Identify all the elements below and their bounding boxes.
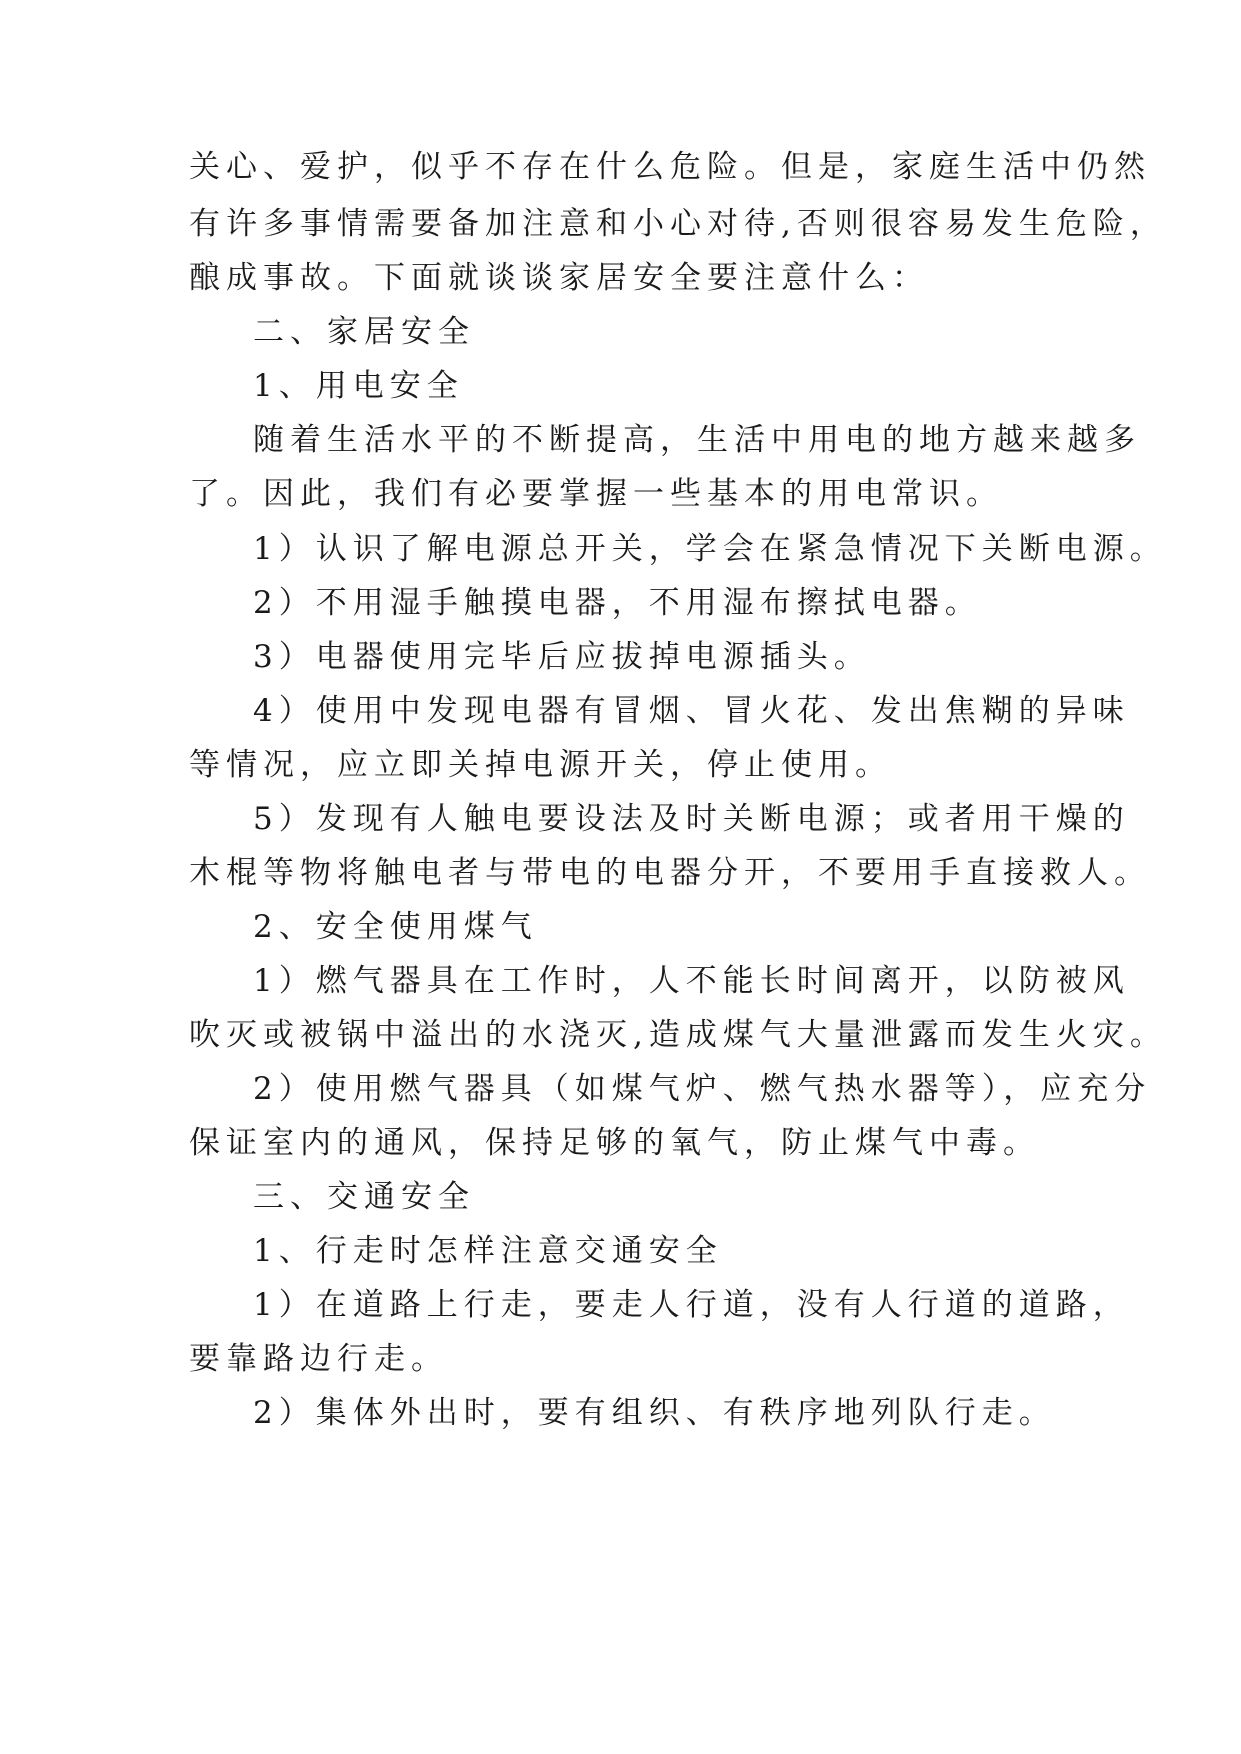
subsection-heading: 1、用电安全 bbox=[253, 368, 464, 404]
list-item: 2）使用燃气器具（如煤气炉、燃气热水器等），应充分 bbox=[253, 1071, 1152, 1107]
subsection-heading: 2、安全使用煤气 bbox=[253, 909, 538, 945]
list-item-continuation: 吹灭或被锅中溢出的水浇灭,造成煤气大量泄露而发生火灾。 bbox=[189, 1017, 1167, 1053]
list-item: 1）燃气器具在工作时，人不能长时间离开，以防被风 bbox=[253, 963, 1130, 999]
list-item-continuation: 木棍等物将触电者与带电的电器分开，不要用手直接救人。 bbox=[189, 855, 1151, 891]
list-item: 2）不用湿手触摸电器，不用湿布擦拭电器。 bbox=[253, 585, 982, 621]
list-item: 2）集体外出时，要有组织、有秩序地列队行走。 bbox=[253, 1395, 1056, 1431]
subsection-heading: 1、行走时怎样注意交通安全 bbox=[253, 1233, 723, 1269]
list-item-continuation: 等情况，应立即关掉电源开关，停止使用。 bbox=[189, 747, 892, 783]
paragraph-line: 关心、爱护，似乎不存在什么危险。但是，家庭生活中仍然 bbox=[189, 149, 1151, 185]
section-heading: 二、家居安全 bbox=[253, 314, 475, 350]
list-item-continuation: 保证室内的通风，保持足够的氧气，防止煤气中毒。 bbox=[189, 1125, 1040, 1161]
paragraph-line: 随着生活水平的不断提高，生活中用电的地方越来越多 bbox=[253, 422, 1141, 458]
list-item: 1）在道路上行走，要走人行道，没有人行道的道路， bbox=[253, 1287, 1130, 1323]
paragraph-line: 酿成事故。下面就谈谈家居安全要注意什么： bbox=[189, 260, 929, 296]
list-item: 1）认识了解电源总开关，学会在紧急情况下关断电源。 bbox=[253, 531, 1167, 567]
list-item: 3）电器使用完毕后应拔掉电源插头。 bbox=[253, 639, 871, 675]
list-item: 5）发现有人触电要设法及时关断电源；或者用干燥的 bbox=[253, 801, 1130, 837]
paragraph-line: 有许多事情需要备加注意和小心对待,否则很容易发生危险， bbox=[189, 206, 1167, 242]
paragraph-line: 了。因此，我们有必要掌握一些基本的用电常识。 bbox=[189, 476, 1003, 512]
list-item: 4）使用中发现电器有冒烟、冒火花、发出焦糊的异味 bbox=[253, 693, 1130, 729]
list-item-continuation: 要靠路边行走。 bbox=[189, 1341, 448, 1377]
section-heading: 三、交通安全 bbox=[253, 1179, 475, 1215]
